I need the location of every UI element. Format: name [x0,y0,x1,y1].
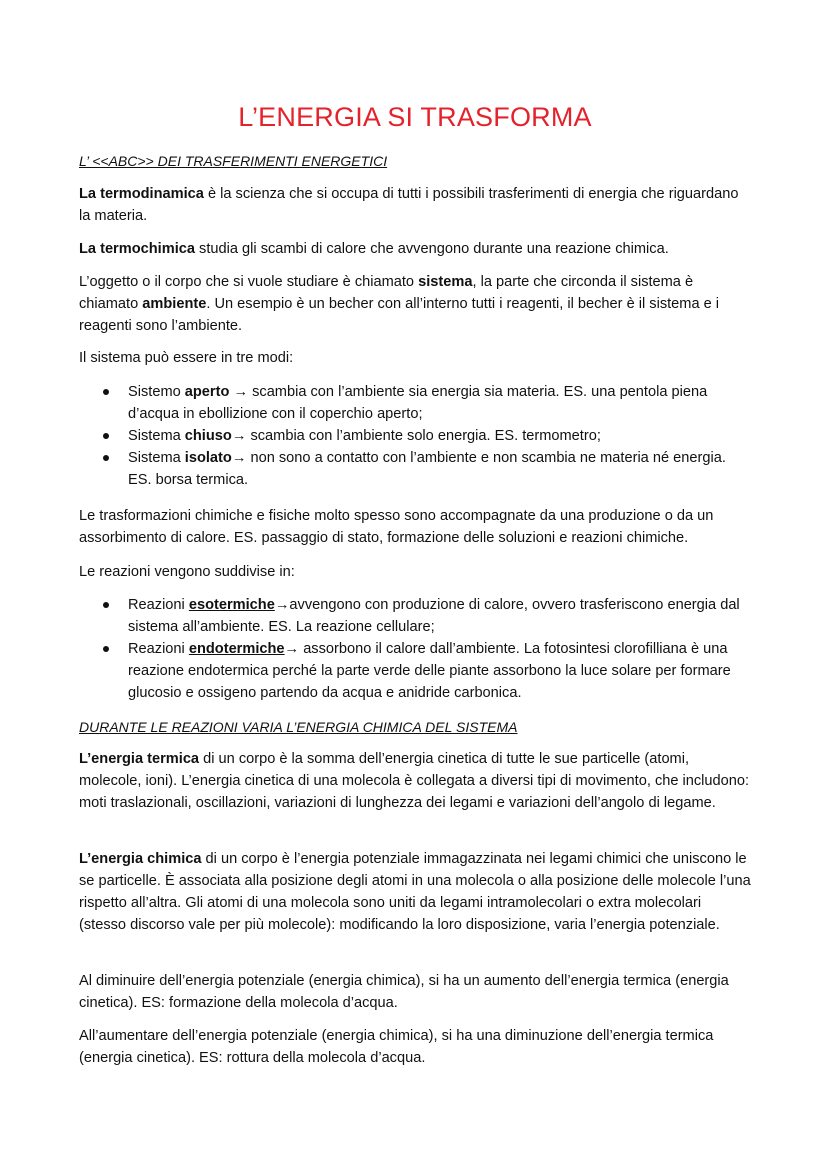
term-termochimica: La termochimica [79,241,195,257]
arrow-right-icon: → [231,450,247,466]
paragraph-aumentare: All’aumentare dell’energia potenziale (energia chimica), si ha una diminuzione dell’energia termica (energia cinetica). ES: rottura della molecola d’acqua. [79,1028,714,1066]
paragraph-reazioni-suddivise: Le reazioni vengono suddivise in: [79,564,295,580]
section-heading-energia-chimica: DURANTE LE REAZIONI VARIA L’ENERGIA CHIMICA DEL SISTEMA [79,719,518,735]
section-heading-abc: L’ <<ABC>> DEI TRASFERIMENTI ENERGETICI [79,153,388,169]
term-sistema: sistema [418,274,473,290]
bullet-icon [103,433,109,439]
bullet-icon [103,389,109,395]
paragraph-termochimica: La termochimica studia gli scambi di calore che avvengono durante una reazione chimica. [79,241,669,257]
term-ambiente: ambiente [142,296,207,312]
term-energia-termica: L’energia termica [79,751,200,767]
bullet-icon [103,602,109,608]
paragraph-energia-termica: L’energia termica di un corpo è la somma dell’energia cinetica di tutte le sue particelle (atomi, molecole, ioni). L’energia cinetica di una molecola è collegata a diversi tipi di movimento, che includono: moti traslazionali, oscillazioni, variazioni di lunghezza dei legami e variazioni dell’angolo di legame. [79,751,750,811]
bullet-icon [103,646,109,652]
reaction-types-list [79,594,751,704]
arrow-right-icon: → [231,428,247,444]
arrow-right-icon: → [229,384,249,400]
list-item: Reazioni esotermiche→avvengono con produzione di calore, ovvero trasferiscono energia dal sistema all’ambiente. ES. La reazione cellulare; [79,594,751,638]
bullet-icon [103,455,109,461]
system-types-list [79,381,751,491]
paragraph-diminuire: Al diminuire dell’energia potenziale (energia chimica), si ha un aumento dell’energia termica (energia cinetica). ES: formazione della molecola d’acqua. [79,973,729,1011]
list-item: Sistema isolato→ non sono a contatto con l’ambiente e non scambia ne materia né energia. ES. borsa termica. [79,447,751,491]
list-item: Sistemo aperto → scambia con l’ambiente sia energia sia materia. ES. una pentola piena d’acqua in ebollizione con il coperchio aperto; [79,381,751,425]
paragraph-sistema-ambiente: L’oggetto o il corpo che si vuole studiare è chiamato sistema, la parte che circonda il sistema è chiamato ambiente. Un esempio è un becher con all’interno tutti i reagenti, il becher è il sistema e i reagenti sono l’ambiente. [79,274,720,334]
paragraph-tre-modi: Il sistema può essere in tre modi: [79,350,294,366]
paragraph-trasformazioni: Le trasformazioni chimiche e fisiche molto spesso sono accompagnate da una produzione o da un assorbimento di calore. ES. passaggio di stato, formazione delle soluzioni e reazioni chimiche. [79,508,714,546]
term-termodinamica: La termodinamica [79,186,204,202]
paragraph-termodinamica: La termodinamica è la scienza che si occupa di tutti i possibili trasferimenti di energia che riguardano la materia. [79,186,739,224]
arrow-right-icon: → [274,597,290,613]
list-item: Reazioni endotermiche→ assorbono il calore dall’ambiente. La fotosintesi clorofilliana è una reazione endotermica perché la parte verde delle piante assorbono la luce solare per formare glucosio e ossigeno partendo da acqua e anidride carbonica. [79,638,751,704]
arrow-right-icon: → [284,641,300,657]
page-title: L’ENERGIA SI TRASFORMA [238,102,592,132]
paragraph-energia-chimica: L’energia chimica di un corpo è l’energia potenziale immagazzinata nei legami chimici che uniscono le se particelle. È associata alla posizione degli atomi in una molecola o alla posizione delle molecole l’una rispetto all’altra. Gli atomi di una molecola sono uniti da legami intramolecolari o extra molecolari (stesso discorso vale per più molecole): modificando la loro disposizione, varia l’energia potenziale. [79,851,751,933]
list-item: Sistema chiuso→ scambia con l’ambiente solo energia. ES. termometro; [79,425,751,447]
term-energia-chimica: L’energia chimica [79,851,202,867]
